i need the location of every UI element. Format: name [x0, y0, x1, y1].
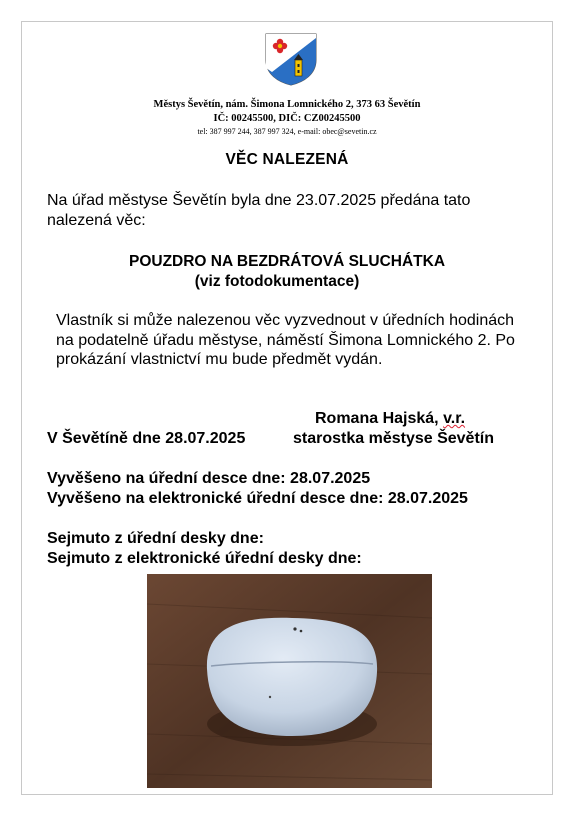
earbuds-case-shape	[207, 618, 377, 736]
owner-instructions: Vlastník si může nalezenou věc vyzvednout v úředních hodinách na podatelně úřadu městyse, náměstí Šimona Lomnického 2. Po prokázání vlastnictví mu bude předmět vydán.	[56, 312, 515, 368]
found-item-note: (viz fotodokumentace)	[194, 273, 360, 290]
signature-role: starostka městyse Ševětín	[293, 430, 494, 447]
found-item-photo	[147, 574, 432, 788]
signature-suffix: v.r.	[443, 410, 466, 427]
municipality-ids: IČ: 00245500, DIČ: CZ00245500	[213, 113, 361, 124]
posted-electronic-date: Vyvěšeno na elektronické úřední desce dne: 28.07.2025	[47, 490, 468, 507]
coat-of-arms-icon	[264, 32, 318, 86]
intro-text: Na úřad městyse Ševětín byla dne 23.07.2025 předána tato nalezená věc:	[47, 192, 471, 229]
document-title: VĚC NALEZENÁ	[225, 151, 349, 168]
signature-name-text: Romana Hajská,	[315, 410, 439, 427]
removed-electronic-date: Sejmuto z elektronické úřední desky dne:	[47, 550, 362, 567]
posted-board-date: Vyvěšeno na úřední desce dne: 28.07.2025	[47, 470, 371, 487]
found-item-name: POUZDRO NA BEZDRÁTOVÁ SLUCHÁTKA	[128, 253, 446, 270]
municipality-contacts: tel: 387 997 244, 387 997 324, e-mail: obec@sevetin.cz	[197, 127, 377, 136]
signature-name	[315, 410, 465, 428]
found-item	[0, 252, 574, 292]
municipality-address: Městys Ševětín, nám. Šimona Lomnického 2, 373 63 Ševětín	[153, 99, 421, 110]
place-date: V Ševětíně dne 28.07.2025	[47, 430, 246, 447]
removed-board-date: Sejmuto z úřední desky dne:	[47, 530, 264, 547]
